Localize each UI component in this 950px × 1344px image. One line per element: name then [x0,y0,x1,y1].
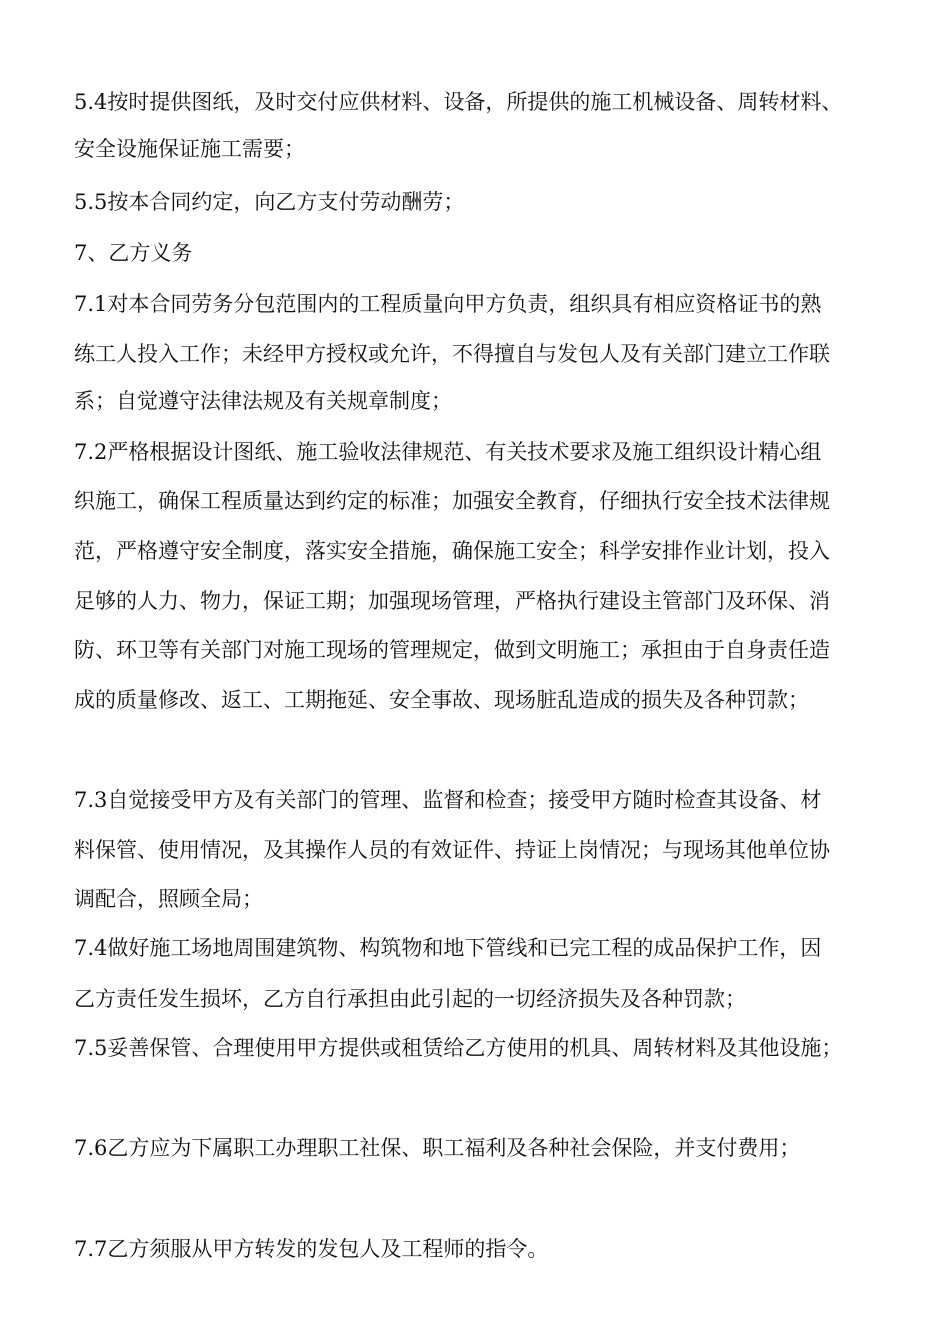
text-line-7-4-part2: 乙方责任发生损坏，乙方自行承担由此引起的一切经济损失及各种罚款； [74,987,746,1011]
text-line-7-2-part2: 织施工，确保工程质量达到约定的标准；加强安全教育，仔细执行安全技术法律规 [74,489,830,513]
text-line-5-5: 5.5按本合同约定，向乙方支付劳动酬劳； [74,190,465,214]
text-line-7-6: 7.6乙方应为下属职工办理职工社保、职工福利及各种社会保险，并支付费用； [74,1136,801,1160]
text-line-7-2-part1: 7.2严格根据设计图纸、施工验收法律规范、有关技术要求及施工组织设计精心组 [74,440,822,464]
text-line-7-3-part1: 7.3自觉接受甲方及有关部门的管理、监督和检查；接受甲方随时检查其设备、材 [74,788,822,812]
text-line-7-1-part3: 系；自觉遵守法律法规及有关规章制度； [74,389,452,413]
text-line-5-4-part2: 安全设施保证施工需要； [74,137,305,161]
text-line-7-4-part1: 7.4做好施工场地周围建筑物、构筑物和地下管线和已完工程的成品保护工作，因 [74,936,822,960]
text-line-7-2-part5: 防、环卫等有关部门对施工现场的管理规定，做到文明施工；承担由于自身责任造 [74,638,830,662]
text-line-7-7: 7.7乙方须服从甲方转发的发包人及工程师的指令。 [74,1237,549,1261]
text-line-7-2-part6: 成的质量修改、返工、工期拖延、安全事故、现场脏乱造成的损失及各种罚款； [74,688,809,712]
text-line-5-4-part1: 5.4按时提供图纸，及时交付应供材料、设备，所提供的施工机械设备、周转材料、 [74,90,843,114]
text-line-7-2-part3: 范，严格遵守安全制度，落实安全措施，确保施工安全；科学安排作业计划，投入 [74,539,830,563]
text-line-7-1-part2: 练工人投入工作；未经甲方授权或允许，不得擅自与发包人及有关部门建立工作联 [74,342,830,366]
text-line-7-3-part3: 调配合，照顾全局； [74,887,263,911]
section-heading-7: 7、乙方义务 [74,241,193,265]
text-line-7-3-part2: 料保管、使用情况，及其操作人员的有效证件、持证上岗情况；与现场其他单位协 [74,838,830,862]
text-line-7-1-part1: 7.1对本合同劳务分包范围内的工程质量向甲方负责，组织具有相应资格证书的熟 [74,292,822,316]
text-line-7-2-part4: 足够的人力、物力，保证工期；加强现场管理，严格执行建设主管部门及环保、消 [74,589,830,613]
text-line-7-5: 7.5妥善保管、合理使用甲方提供或租赁给乙方使用的机具、周转材料及其他设施； [74,1036,843,1060]
